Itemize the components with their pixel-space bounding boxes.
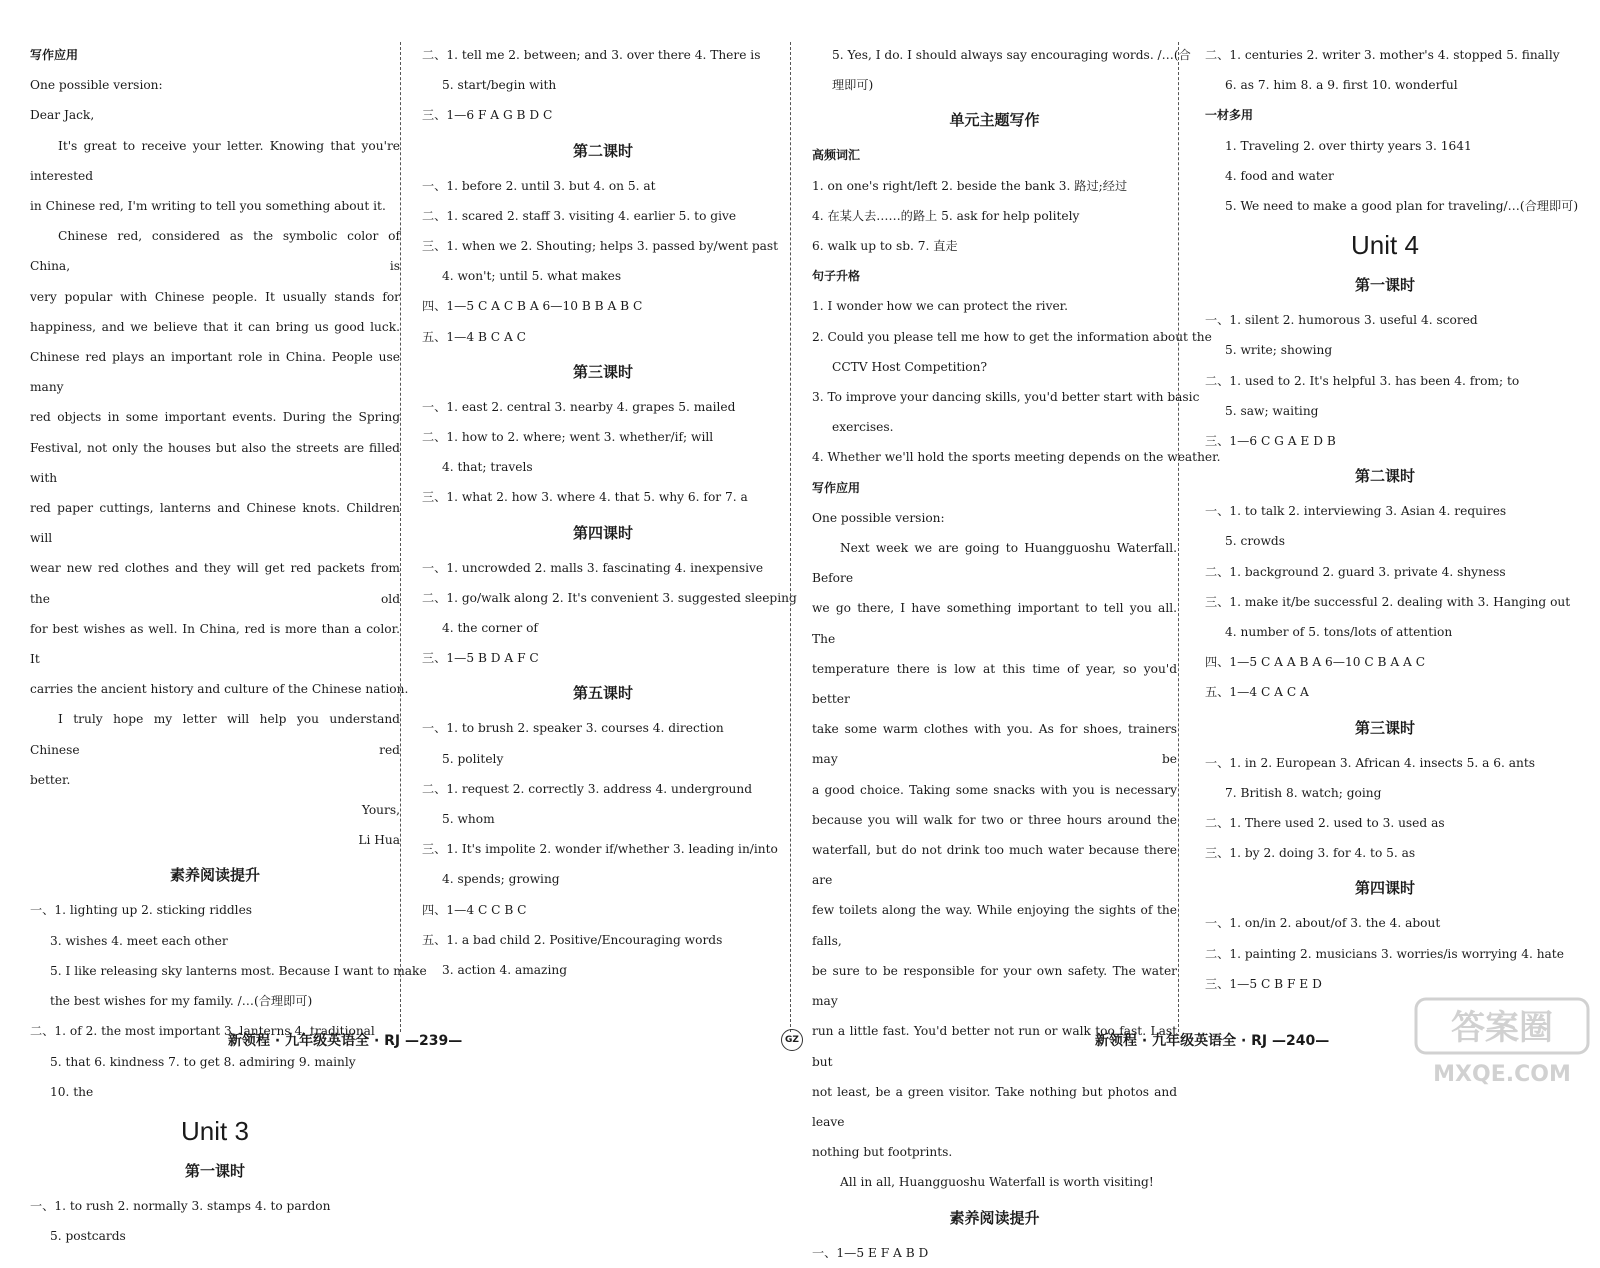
watermark-bottom-text: MXQE.COM (1433, 1062, 1571, 1087)
paragraph-line: Chinese red, considered as the symbolic color of China, is (30, 229, 400, 274)
answer-line: 4. the corner of (442, 621, 538, 636)
answer-line: 4. food and water (1225, 168, 1334, 183)
writing-label: 写作应用 (30, 48, 79, 62)
answer-line: 二、1. There used 2. used to 3. used as (1205, 816, 1445, 831)
letter-greeting: Dear Jack, (30, 108, 95, 123)
answer-line: 二、1. painting 2. musicians 3. worries/is worrying 4. hate (1205, 946, 1564, 961)
answer-line: 4. spends; growing (442, 872, 560, 887)
answer-line: 4. number of 5. tons/lots of attention (1225, 625, 1453, 640)
answer-line: 四、1—5 C A A B A 6—10 C B A A C (1205, 655, 1426, 670)
lesson-heading: 第一课时 (1354, 276, 1415, 295)
paragraph-line: temperature there is low at this time of year, so you'd better (812, 661, 1177, 707)
answer-line: 三、1—5 B D A F C (422, 651, 539, 666)
answer-line: 3. wishes 4. meet each other (50, 933, 228, 948)
sentence-label: 句子升格 (812, 269, 861, 284)
lesson-answers (422, 171, 784, 352)
paragraph-line: nothing but footprints. (812, 1145, 953, 1160)
answer-line: 三、1—6 F A G B D C (422, 108, 553, 123)
answer-line: 5. I like releasing sky lanterns most. Because I want to make (50, 963, 427, 978)
answer-line: 7. British 8. watch; going (1225, 785, 1382, 800)
lesson-answers (1205, 908, 1565, 999)
version-label: One possible version: (812, 510, 945, 525)
gz-badge: GZ (781, 1029, 803, 1051)
answer-line: 4. that; travels (442, 460, 533, 475)
paragraph-line: carries the ancient history and culture of the Chinese nation. (30, 682, 409, 697)
letter-paragraph-3 (30, 704, 400, 795)
lesson-answers (422, 392, 784, 513)
answer-line: 理即可) (832, 78, 874, 93)
paragraph-line: for best wishes as well. In China, red is more than a color. It (30, 621, 400, 667)
answer-line: 一、1. in 2. European 3. African 4. insects 5. a 6. ants (1205, 755, 1536, 770)
lesson-heading: 第三课时 (572, 362, 633, 381)
essay-paragraph (812, 533, 1177, 1167)
answer-line: 三、1—6 C G A E D B (1205, 434, 1336, 449)
lesson-heading: 第二课时 (1354, 467, 1415, 486)
letter-signature: Li Hua (358, 833, 400, 848)
reading-answers (812, 1238, 1177, 1268)
answer-line: 5. We need to make a good plan for traveling/…(合理即可) (1225, 199, 1579, 214)
answer-line: 一、1. uncrowded 2. malls 3. fascinating 4. inexpensive (422, 560, 764, 575)
answer-line: 5. whom (442, 812, 495, 827)
footer-left: 新领程 · 九年级英语全 · RJ —239— (228, 1033, 463, 1049)
answer-line: 一、1. to brush 2. speaker 3. courses 4. direction (422, 721, 724, 736)
answer-line: 二、1. of 2. the most important 3. lanterns 4. traditional (30, 1024, 375, 1039)
answer-line: 二、1. go/walk along 2. It's convenient 3. suggested sleeping (422, 590, 797, 605)
paragraph-line: be sure to be responsible for your own safety. The water may (812, 963, 1177, 1009)
column-2 (422, 40, 797, 1040)
paragraph-line: we go there, I have something important to tell you all. The (812, 601, 1177, 646)
answer-line: 二、1. request 2. correctly 3. address 4. underground (422, 781, 753, 796)
lesson-answers (1205, 496, 1571, 707)
answer-line: 二、1. background 2. guard 3. private 4. shyness (1205, 564, 1506, 579)
answer-line: 3. action 4. amazing (442, 963, 568, 978)
lesson-answers (1205, 748, 1565, 869)
answer-line: 5. saw; waiting (1225, 403, 1319, 418)
answer-line: 四、1—4 C C B C (422, 902, 527, 917)
paragraph-line: Festival, not only the houses but also the streets are filled with (30, 440, 400, 485)
answer-line: 一、1. to rush 2. normally 3. stamps 4. to pardon (30, 1198, 331, 1213)
lesson-1-heading: 第一课时 (184, 1161, 245, 1180)
sentence-answers (812, 291, 1221, 472)
paragraph-line: Next week we are going to Huangguoshu Waterfall. Before (812, 541, 1177, 586)
answer-line: 5. write; showing (1225, 343, 1333, 358)
paragraph-line: wear new red clothes and they will get red packets from the old (30, 561, 400, 606)
lesson-heading: 第三课时 (1354, 718, 1415, 737)
answer-line: 二、1. used to 2. It's helpful 3. has been 4. from; to (1205, 373, 1520, 388)
answer-line: 三、1. make it/be successful 2. dealing with 3. Hanging out (1205, 594, 1571, 609)
vocab-label: 高频词汇 (812, 148, 861, 163)
reading-heading: 素养阅读提升 (169, 866, 260, 885)
reading-heading: 素养阅读提升 (949, 1208, 1040, 1227)
answer-line: 1. Traveling 2. over thirty years 3. 1641 (1225, 138, 1472, 153)
paragraph-line: happiness, and we believe that it can bring us good luck. (30, 319, 400, 334)
answer-line: 一、1. to talk 2. interviewing 3. Asian 4. requires (1205, 504, 1507, 519)
writing-heading: 单元主题写作 (949, 111, 1040, 130)
answer-line: 五、1. a bad child 2. Positive/Encouraging words (422, 932, 723, 947)
answer-line: CCTV Host Competition? (832, 359, 987, 374)
lesson-heading: 第五课时 (572, 684, 633, 703)
writing-label: 写作应用 (812, 480, 861, 495)
watermark-logo (1412, 995, 1592, 1090)
answer-line: 一、1. east 2. central 3. nearby 4. grapes 5. mailed (422, 399, 736, 414)
answer-line: 6. as 7. him 8. a 9. first 10. wonderful (1225, 78, 1458, 93)
answer-line: 1. on one's right/left 2. beside the bank 3. 路过;经过 (812, 178, 1128, 193)
answer-line: exercises. (832, 420, 894, 435)
answer-line: 三、1. when we 2. Shouting; helps 3. passed by/went past (422, 239, 779, 254)
footer-right: 新领程 · 九年级英语全 · RJ —240— (1095, 1033, 1330, 1049)
answer-line: 四、1—5 C A C B A 6—10 B B A B C (422, 299, 643, 314)
answer-line: 一、1. on/in 2. about/of 3. the 4. about (1205, 916, 1441, 931)
answer-line: 5. Yes, I do. I should always say encouraging words. /…(合 (832, 48, 1191, 62)
letter-paragraph-2 (30, 221, 409, 704)
unit-4-title: Unit 4 (1351, 230, 1419, 261)
answer-line: 二、1. how to 2. where; went 3. whether/if; will (422, 430, 714, 445)
answer-line: 5. politely (442, 751, 504, 766)
answer-line: 五、1—4 C A C A (1205, 685, 1309, 700)
lesson-sections (1205, 269, 1571, 999)
paragraph-line: in Chinese red, I'm writing to tell you something about it. (30, 199, 386, 214)
watermark-top-text: 答案圈 (1451, 1008, 1553, 1048)
paragraph-line: It's great to receive your letter. Knowing that you're interested (30, 138, 400, 183)
answer-line: 二、1. centuries 2. writer 3. mother's 4. stopped 5. finally (1205, 48, 1560, 62)
letter-paragraph-1 (30, 131, 400, 222)
paragraph-line: a good choice. Taking some snacks with you is necessary (812, 782, 1177, 797)
paragraph-line: better. (30, 772, 71, 787)
lesson-answers (422, 553, 797, 674)
answer-line: 一、1. before 2. until 3. but 4. on 5. at (422, 178, 656, 193)
column-4 (1205, 40, 1579, 1040)
paragraph-line: take some warm clothes with you. As for shoes, trainers may be (812, 722, 1177, 767)
answer-line: 二、1. scared 2. staff 3. visiting 4. earlier 5. to give (422, 208, 737, 223)
paragraph-line: few toilets along the way. While enjoying the sights of the falls, (812, 903, 1177, 948)
paragraph-line: run a little fast. You'd better not run or walk too fast. Last but (812, 1024, 1177, 1069)
reading-answers (30, 895, 427, 1106)
column-divider (790, 42, 791, 1032)
answer-line: 一、1—5 E F A B D (812, 1245, 929, 1260)
paragraph-line: waterfall, but do not drink too much water because there are (812, 843, 1177, 888)
answer-line: 1. I wonder how we can protect the river. (812, 299, 1069, 314)
answer-line: 5. that 6. kindness 7. to get 8. admiring 9. mainly (50, 1054, 356, 1069)
continued-answers (812, 40, 1191, 100)
answer-line: 一、1. lighting up 2. sticking riddles (30, 903, 253, 918)
answer-line: 4. won't; until 5. what makes (442, 269, 622, 284)
paragraph-line: very popular with Chinese people. It usually stands for (30, 289, 400, 304)
answer-line: the best wishes for my family. /…(合理即可) (50, 994, 313, 1009)
paragraph-line: I truly hope my letter will help you understand Chinese red (30, 712, 400, 757)
answer-line: 5. start/begin with (442, 78, 557, 93)
letter-closing: Yours, (361, 803, 400, 818)
column-divider (400, 42, 401, 1032)
answer-line: 五、1—4 B C A C (422, 329, 526, 344)
answer-line: 一、1. silent 2. humorous 3. useful 4. scored (1205, 313, 1478, 328)
answer-line: 4. 在某人去……的路上 5. ask for help politely (812, 208, 1080, 223)
answer-line: 5. crowds (1225, 534, 1285, 549)
continued-answers (1205, 40, 1565, 100)
paragraph-line: red paper cuttings, lanterns and Chinese knots. Children will (30, 501, 400, 546)
answer-line: 10. the (50, 1084, 94, 1099)
answer-line: 三、1. by 2. doing 3. for 4. to 5. as (1205, 846, 1416, 861)
lesson-answers (1205, 305, 1565, 456)
continued-answers (422, 40, 784, 131)
lesson-heading: 第四课时 (572, 523, 633, 542)
essay-end: All in all, Huangguoshu Waterfall is worth visiting! (840, 1175, 1154, 1190)
answer-line: 2. Could you please tell me how to get the information about the (812, 329, 1212, 344)
vocab-answers (812, 171, 1177, 262)
lesson-1-answers (30, 1191, 400, 1251)
answer-line: 三、1—5 C B F E D (1205, 976, 1322, 991)
answer-line: 6. walk up to sb. 7. 直走 (812, 239, 958, 254)
answer-line: 三、1. what 2. how 3. where 4. that 5. why 6. for 7. a (422, 490, 748, 505)
unit-3-title: Unit 3 (181, 1115, 249, 1146)
lesson-answers (422, 713, 784, 985)
answer-line: 5. postcards (50, 1229, 126, 1244)
paragraph-line: Chinese red plays an important role in China. People use many (30, 350, 400, 395)
answer-line: 三、1. It's impolite 2. wonder if/whether 3. leading in/into (422, 842, 778, 857)
lesson-heading: 第二课时 (572, 141, 633, 160)
paragraph-line: red objects in some important events. During the Spring (30, 410, 400, 425)
column-divider (1178, 42, 1179, 1032)
multi-use-answers (1205, 131, 1579, 222)
paragraph-line: not least, be a green visitor. Take nothing but photos and leave (812, 1084, 1177, 1129)
version-label: One possible version: (30, 78, 163, 93)
paragraph-line: because you will walk for two or three hours around the (812, 812, 1177, 827)
answer-line: 二、1. tell me 2. between; and 3. over there 4. There is (422, 48, 761, 62)
lesson-sections (422, 135, 797, 986)
lesson-heading: 第四课时 (1354, 879, 1415, 898)
multi-use-label: 一材多用 (1205, 108, 1254, 123)
answer-line: 3. To improve your dancing skills, you'd better start with basic (812, 390, 1200, 405)
answer-line: 4. Whether we'll hold the sports meeting depends on the weather. (812, 450, 1221, 465)
